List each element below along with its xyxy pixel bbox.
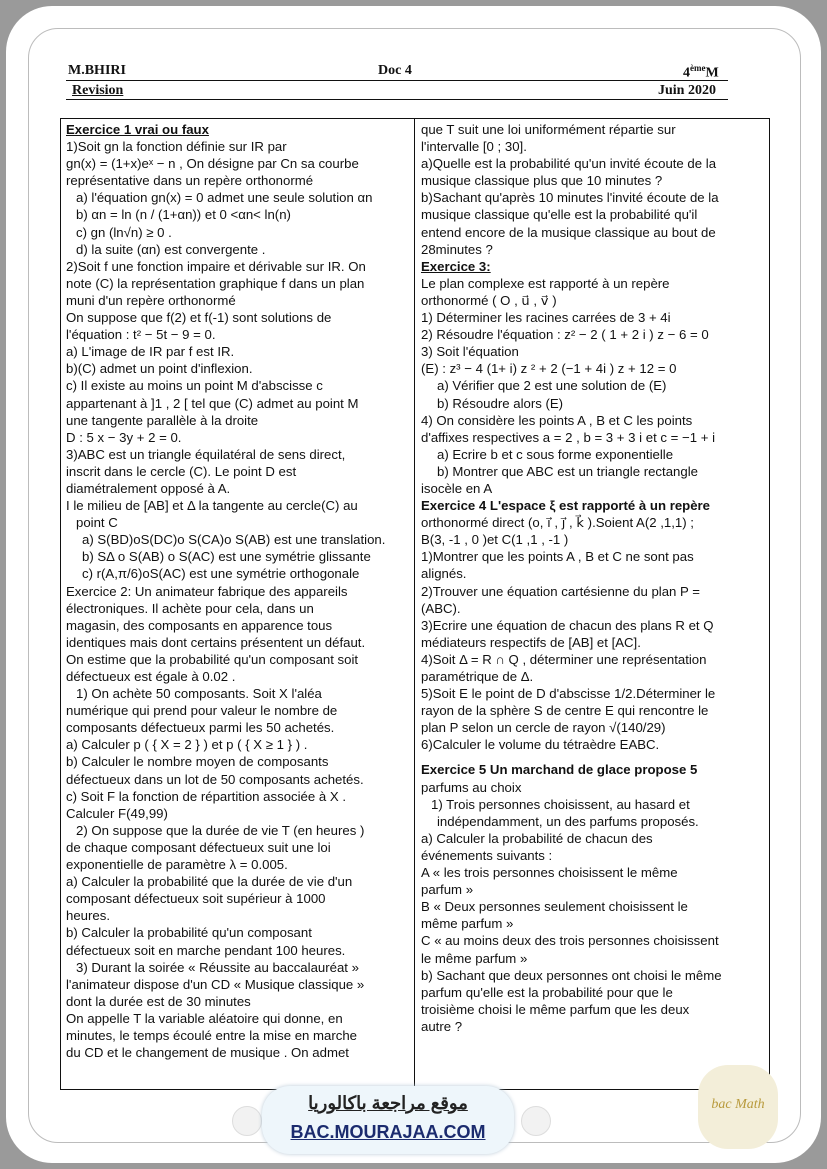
right-line: 2) Résoudre l'équation : z² − 2 ( 1 + 2 i ) z − 6 = 0 [421,327,709,343]
left-line: gn(x) = (1+x)eˣ − n , On désigne par Cn sa courbe [66,156,359,172]
left-line: d) la suite (αn) est convergente . [76,241,266,257]
right-line: 4)Soit Δ = R ∩ Q , déterminer une représentation [421,651,707,667]
right-line: A « les trois personnes choisissent le même [421,865,678,881]
bac-math-badge: bac Math [698,1065,778,1149]
right-line: Exercice 5 Un marchand de glace propose 5 [421,762,698,778]
left-line: appartenant à ]1 , 2 [ tel que (C) admet au point M [66,395,359,411]
left-line: a) Calculer p ( { X = 2 } ) et p ( { X ≥ 1 } ) . [66,737,308,753]
left-line: diamétralement opposé à A. [66,480,231,496]
left-line: I le milieu de [AB] et Δ la tangente au cercle(C) au [66,498,358,514]
left-line: b) Calculer la probabilité qu'un composant [66,925,312,941]
right-line: musique classique qu'elle est la probabilité qu'il [421,207,698,223]
header-doc: Doc 4 [378,63,412,78]
left-line: point C [76,515,118,531]
right-line: plan P selon un cercle de rayon √(140/29) [421,720,666,736]
left-line: magasin, des composants en apparence tous [66,617,333,633]
left-line: 1)Soit gn la fonction définie sur IR par [66,139,287,155]
right-line: l'intervalle [0 ; 30]. [421,139,527,155]
banner-arabic: موقع مراجعة باكالوريا [308,1093,468,1113]
right-line: parfum » [421,882,474,898]
right-line: d'affixes respectives a = 2 , b = 3 + 3 i et c = −1 + i [421,429,716,445]
left-line: défectueux dans un lot de 50 composants achetés. [66,771,364,787]
right-line: médiateurs respectifs de [AB] et [AC]. [421,634,641,650]
left-line: inscrit dans le cercle (C). Le point D est [66,463,297,479]
left-line: a) Calculer la probabilité que la durée de vie d'un [66,874,353,890]
site-logo-left-icon [232,1106,262,1136]
left-line: l'animateur dispose d'un CD « Musique classique » [66,976,365,992]
right-column [421,121,762,1085]
right-line: que T suit une loi uniformément répartie sur [421,122,676,137]
right-line: B « Deux personnes seulement choisissent le [421,899,688,915]
left-line: exponentielle de paramètre λ = 0.005. [66,857,288,873]
left-line: défectueux est égale à 0.02 . [66,669,236,684]
left-line: numérique qui prend pour valeur le nombre de [66,703,338,719]
right-line: Le plan complexe est rapporté à un repère [421,275,670,291]
right-line: a) Vérifier que 2 est une solution de (E) [437,378,667,394]
right-line: même parfum » [421,916,514,932]
right-line: le même parfum » [421,950,528,966]
left-line: représentative dans un repère orthonormé [66,173,314,189]
left-line: 1) On achète 50 composants. Soit X l'aléa [76,686,322,702]
left-line: b) αn = ln (n / (1+αn)) et 0 <αn< ln(n) [76,207,291,223]
left-line: identiques mais dont certains présentent un défaut. [66,634,366,650]
left-line: de chaque composant défectueux suit une loi [66,839,331,855]
right-line: événements suivants : [421,847,553,863]
right-line: 4) On considère les points A , B et C les points [421,412,693,428]
right-line: b) Sachant que deux personnes ont choisi le même [421,967,722,983]
left-line: 2) On suppose que la durée de vie T (en heures ) [76,822,365,838]
left-line: a) L'image de IR par f est IR. [66,344,235,360]
left-line: a) S(BD)oS(DC)o S(CA)o S(AB) est une translation. [82,532,386,548]
left-line: l'équation : t² − 5t − 9 = 0. [66,327,216,343]
right-line [421,753,762,761]
left-line: b)(C) admet un point d'inflexion. [66,361,253,377]
right-line: 3) Soit l'équation [421,344,519,360]
left-line: c) Il existe au moins un point M d'abscisse c [66,378,323,394]
right-line: musique classique plus que 10 minutes ? [421,173,663,189]
left-line: du CD et le changement de musique . On admet [66,1045,349,1061]
right-line: Exercice 3: [421,258,491,274]
right-line: 1) Trois personnes choisissent, au hasard et [431,796,690,812]
left-line: b) Calculer le nombre moyen de composants [66,754,329,770]
right-line: parfum qu'elle est la probabilité pour que le [421,984,673,1000]
header-rule-top [66,80,728,81]
left-line: heures. [66,908,110,924]
right-line: B(3, -1 , 0 )et C(1 ,1 , -1 ) [421,532,569,548]
right-line: b) Montrer que ABC est un triangle rectangle [437,463,698,479]
left-line: D : 5 x − 3y + 2 = 0. [66,429,182,445]
left-line: On suppose que f(2) et f(-1) sont solutions de [66,310,332,326]
left-line: défectueux soit en marche pendant 100 heures. [66,942,346,958]
left-line: c) gn (ln√n) ≥ 0 . [76,224,172,240]
left-line: minutes, le temps écoulé entre la mise en marche [66,1027,357,1043]
right-line: alignés. [421,566,467,582]
right-line: a) Ecrire b et c sous forme exponentielle [437,446,674,462]
left-line: 3)ABC est un triangle équilatéral de sens direct, [66,446,346,462]
left-line: Exercice 1 vrai ou faux [66,122,209,137]
right-line: 2)Trouver une équation cartésienne du plan P = [421,583,700,599]
right-line: a) Calculer la probabilité de chacun des [421,830,653,846]
site-logo-right-icon [521,1106,551,1136]
header-subtitle: Revision [72,83,124,98]
site-banner[interactable] [262,1086,514,1154]
left-line: c) r(A,π/6)oS(AC) est une symétrie orthogonale [82,566,360,582]
header-class: 4èmeM [683,63,719,81]
left-line: dont la durée est de 30 minutes [66,993,251,1009]
right-line: orthonormé direct (o, i⃗ , j⃗ , k⃗ ).Soient A(2 ,1,1) ; [421,515,694,531]
right-line: Exercice 4 L'espace ξ est rapporté à un repère [421,498,711,514]
left-line: 2)Soit f une fonction impaire et dérivable sur IR. On [66,258,366,274]
left-line: électroniques. Il achète pour cela, dans un [66,600,314,616]
right-line: b) Résoudre alors (E) [437,395,564,411]
right-line: (E) : z³ − 4 (1+ i) z ² + 2 (−1 + 4i ) z + 12 = 0 [421,361,677,377]
right-line: paramétrique de Δ. [421,669,534,684]
right-line: 1) Déterminer les racines carrées de 3 + 4i [421,310,671,326]
right-line: C « au moins deux des trois personnes choisissent [421,933,719,949]
right-line: 1)Montrer que les points A , B et C ne sont pas [421,549,694,565]
left-line: 3) Durant la soirée « Réussite au baccalauréat » [76,959,359,975]
left-column [66,121,408,1085]
right-line: 6)Calculer le volume du tétraèdre EABC. [421,737,660,753]
right-line: 5)Soit E le point de D d'abscisse 1/2.Déterminer le [421,686,716,702]
right-line: autre ? [421,1018,463,1034]
left-line: Calculer F(49,99) [66,805,168,821]
right-line: b)Sachant qu'après 10 minutes l'invité écoute de la [421,190,719,206]
column-divider [414,118,415,1088]
right-line: (ABC). [421,600,461,616]
left-line: muni d'un repère orthonormé [66,292,236,308]
header-author: M.BHIRI [68,63,126,78]
right-line: rayon de la sphère S de centre E qui rencontre le [421,703,709,719]
right-line: isocèle en A [421,480,493,496]
left-line: a) l'équation gn(x) = 0 admet une seule solution αn [76,190,373,206]
right-line: 3)Ecrire une équation de chacun des plans R et Q [421,617,714,633]
left-line: note (C) la représentation graphique f dans un plan [66,275,365,291]
right-line: troisième choisi le même parfum que les deux [421,1001,690,1017]
header-rule-bottom [66,99,728,100]
left-line: composant défectueux soit supérieur à 1000 [66,891,326,907]
right-line: orthonormé ( O , u⃗ , v⃗ ) [421,292,557,308]
left-line: b) SΔ o S(AB) o S(AC) est une symétrie glissante [82,549,371,565]
right-line: entend encore de la musique classique au bout de [421,224,716,240]
right-line: 28minutes ? [421,241,493,257]
left-line: c) Soit F la fonction de répartition associée à X . [66,788,347,804]
header-date: Juin 2020 [658,83,716,98]
left-line: composants défectueux parmi les 50 achetés. [66,720,335,736]
banner-url-link[interactable]: BAC.MOURAJAA.COM [290,1122,486,1142]
left-line: une tangente parallèle à la droite [66,412,259,428]
right-line: indépendamment, un des parfums proposés. [437,813,699,829]
left-line: Exercice 2: Un animateur fabrique des appareils [66,583,348,599]
right-line: parfums au choix [421,779,522,795]
right-line: a)Quelle est la probabilité qu'un invité écoute de la [421,156,717,172]
left-line: On estime que la probabilité qu'un composant soit [66,651,359,667]
left-line: On appelle T la variable aléatoire qui donne, en [66,1010,343,1026]
